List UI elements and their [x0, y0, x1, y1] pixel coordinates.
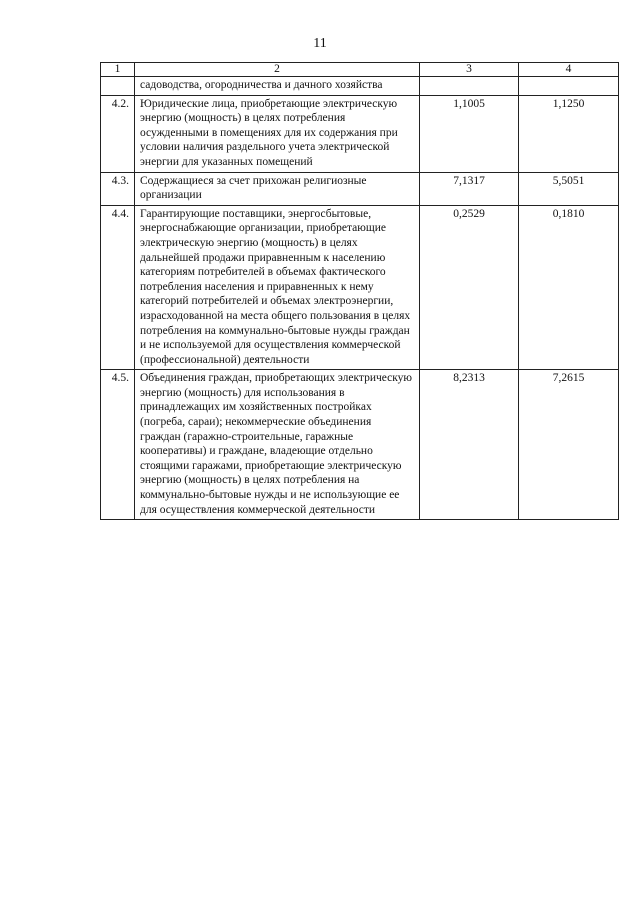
row-number: 4.5. — [101, 370, 135, 520]
page-number: 11 — [313, 36, 327, 51]
row-description: Содержащиеся за счет прихожан религиозные организации — [135, 172, 420, 205]
row-value-col3: 7,1317 — [420, 172, 519, 205]
row-number: 4.2. — [101, 95, 135, 172]
table-row — [101, 205, 619, 370]
table-row — [101, 77, 619, 96]
header-col-3: 3 — [420, 63, 519, 77]
row-value-col3: 1,1005 — [420, 95, 519, 172]
row-value-col4: 1,1250 — [519, 95, 619, 172]
header-col-4: 4 — [519, 63, 619, 77]
row-description: Юридические лица, приобретающие электрическую энергию (мощность) в целях потребления осужденными в помещениях для их содержания при условии наличия раздельного учета электрической энергии для указанных помещений — [135, 95, 420, 172]
row-description: Гарантирующие поставщики, энергосбытовые, энергоснабжающие организации, приобретающие электрическую энергию (мощность) в целях дальнейшей продажи приравненным к населению категориям потребителей в объемах фактического потребления населения и приравненных к нему категорий потребителей и объемах электроэнергии, израсходованной на места общего пользования в целях потребления на коммунально-бытовые нужды граждан и не используемой для осуществления коммерческой (профессиональной) деятельности — [135, 205, 420, 370]
header-col-1: 1 — [101, 63, 135, 77]
row-number: 4.4. — [101, 205, 135, 370]
table-header-row — [101, 63, 619, 77]
row-number — [101, 77, 135, 96]
table-row — [101, 172, 619, 205]
table-row — [101, 370, 619, 520]
row-value-col4: 5,5051 — [519, 172, 619, 205]
row-value-col4 — [519, 77, 619, 96]
row-value-col4: 0,1810 — [519, 205, 619, 370]
row-value-col3: 8,2313 — [420, 370, 519, 520]
row-value-col3: 0,2529 — [420, 205, 519, 370]
row-description: садоводства, огородничества и дачного хозяйства — [135, 77, 420, 96]
header-col-2: 2 — [135, 63, 420, 77]
table-row — [101, 95, 619, 172]
row-value-col4: 7,2615 — [519, 370, 619, 520]
row-description: Объединения граждан, приобретающих электрическую энергию (мощность) для использования в принадлежащих им хозяйственных постройках (погреба, сараи); некоммерческие объединения граждан (гаражно-строительные, гаражные кооперативы) и граждане, владеющие отдельно стоящими гаражами, приобретающие электрическую энергию (мощность) в целях потребления на коммунально-бытовые нужды и не использующие ее для осуществления коммерческой деятельности — [135, 370, 420, 520]
row-number: 4.3. — [101, 172, 135, 205]
tariff-table — [100, 62, 619, 520]
row-value-col3 — [420, 77, 519, 96]
